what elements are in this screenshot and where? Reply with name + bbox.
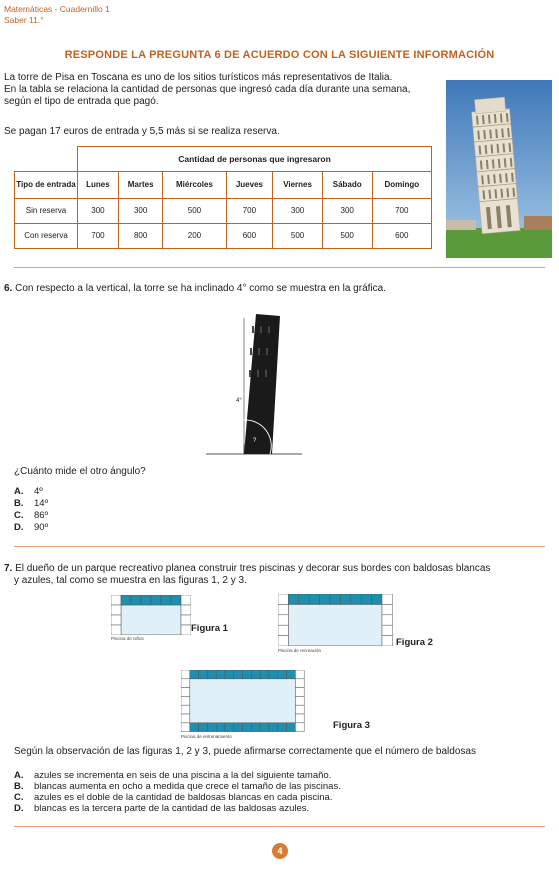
white-tile — [382, 594, 392, 604]
pool-water — [121, 605, 181, 635]
intro-line-3: según el tipo de entrada que pagó. — [4, 96, 159, 107]
figure-3-label: Figura 3 — [333, 720, 370, 731]
pisa-tower-photo — [446, 80, 552, 258]
table-cell: 800 — [118, 223, 163, 248]
white-tile — [181, 605, 191, 615]
divider — [14, 546, 545, 547]
angle-label: 4° — [236, 398, 242, 404]
white-tile — [181, 705, 190, 714]
figure-2-label: Figura 2 — [396, 637, 433, 648]
option-a[interactable] — [14, 771, 331, 781]
blue-tile — [225, 670, 234, 679]
intro-price: Se pagan 17 euros de entrada y 5,5 más si se realiza reserva. — [4, 126, 280, 137]
white-tile — [181, 625, 191, 635]
question-6 — [4, 283, 386, 295]
blue-tile — [131, 595, 141, 605]
page-number: 4 — [272, 843, 288, 859]
pool-water — [288, 604, 382, 646]
white-tile — [278, 594, 288, 604]
table-row — [15, 198, 432, 223]
divider — [14, 826, 545, 827]
intro-line-1: La torre de Pisa en Toscana es uno de los sitios turísticos más representativos de Italia. — [4, 72, 393, 83]
option-text: azules es el doble de la cantidad de baldosas blancas en cada piscina. — [34, 792, 333, 803]
blue-tile — [287, 670, 296, 679]
option-b[interactable] — [14, 499, 48, 509]
white-tile — [111, 625, 121, 635]
table-cell: 600 — [226, 223, 273, 248]
table-header-day: Martes — [118, 171, 163, 198]
blue-tile — [234, 670, 243, 679]
white-tile — [295, 723, 304, 732]
option-a[interactable] — [14, 487, 43, 497]
intro-line-2: En la tabla se relaciona la cantidad de personas que ingresó cada día durante una semana, — [4, 84, 411, 95]
question-7-text-2: y azules, tal como se muestra en las figuras 1, 2 y 3. — [14, 575, 247, 586]
option-letter: C. — [14, 792, 24, 803]
option-letter: D. — [14, 803, 24, 814]
table-row-label: Con reserva — [15, 223, 78, 248]
table-cell: 300 — [78, 198, 119, 223]
pool-figure-1 — [111, 595, 191, 635]
option-letter: A. — [14, 486, 24, 497]
blue-tile — [260, 670, 269, 679]
blue-tile — [243, 670, 252, 679]
option-letter: C. — [14, 510, 24, 521]
white-tile — [278, 636, 288, 646]
white-tile — [278, 615, 288, 625]
blue-tile — [207, 723, 216, 732]
option-text: blancas aumenta en ocho a medida que crece el tamaño de las piscinas. — [34, 781, 341, 792]
option-letter: B. — [14, 781, 24, 792]
visitors-table — [14, 146, 432, 249]
table-header-day: Jueves — [226, 171, 273, 198]
table-header-day: Sábado — [322, 171, 372, 198]
blue-tile — [190, 723, 199, 732]
blue-tile — [225, 723, 234, 732]
blue-tile — [251, 723, 260, 732]
blue-tile — [141, 595, 151, 605]
blue-tile — [288, 594, 298, 604]
blue-tile — [278, 670, 287, 679]
blue-tile — [151, 595, 161, 605]
white-tile — [181, 670, 190, 679]
table-row-label: Sin reserva — [15, 198, 78, 223]
header-grade: Saber 11.° — [4, 15, 44, 25]
figure-3-caption: Piscina de entrenamiento — [181, 734, 232, 739]
white-tile — [382, 604, 392, 614]
table-cell: 600 — [372, 223, 431, 248]
table-cell: 500 — [273, 223, 323, 248]
blue-tile — [199, 723, 208, 732]
white-tile — [181, 714, 190, 723]
option-text: 86º — [34, 510, 49, 521]
unknown-angle-label: ? — [253, 438, 257, 444]
white-tile — [181, 688, 190, 697]
blue-tile — [299, 594, 309, 604]
blue-tile — [207, 670, 216, 679]
table-caption: Cantidad de personas que ingresaron — [78, 147, 432, 172]
option-letter: B. — [14, 498, 24, 509]
blue-tile — [216, 723, 225, 732]
blue-tile — [340, 594, 350, 604]
table-header-day: Miércoles — [163, 171, 226, 198]
blue-tile — [121, 595, 131, 605]
table-cell: 700 — [78, 223, 119, 248]
option-letter: A. — [14, 770, 24, 781]
table-corner: Tipo de entrada — [15, 171, 78, 198]
table-header-day: Lunes — [78, 171, 119, 198]
white-tile — [295, 714, 304, 723]
white-tile — [382, 615, 392, 625]
pool-water — [190, 679, 296, 723]
option-text: 90º — [34, 522, 49, 533]
blue-tile — [243, 723, 252, 732]
option-c[interactable] — [14, 511, 48, 521]
option-b[interactable] — [14, 782, 341, 792]
pool-figure-3 — [181, 670, 329, 732]
table-cell: 500 — [163, 198, 226, 223]
white-tile — [111, 595, 121, 605]
blue-tile — [361, 594, 371, 604]
option-d[interactable] — [14, 804, 309, 814]
table-cell: 200 — [163, 223, 226, 248]
table-cell: 300 — [322, 198, 372, 223]
white-tile — [111, 615, 121, 625]
table-cell: 700 — [226, 198, 273, 223]
blue-tile — [199, 670, 208, 679]
pool-figure-2 — [278, 594, 396, 646]
option-text: blancas es la tercera parte de la cantidad de las baldosas azules. — [34, 803, 310, 814]
table-cell: 700 — [372, 198, 431, 223]
white-tile — [295, 688, 304, 697]
question-text: El dueño de un parque recreativo planea construir tres piscinas y decorar sus bordes con baldosas blancas — [15, 563, 491, 574]
white-tile — [295, 679, 304, 688]
blue-tile — [320, 594, 330, 604]
figure-2-caption: Piscina de recreación — [278, 648, 322, 653]
blue-tile — [351, 594, 361, 604]
question-7 — [4, 563, 490, 575]
blue-tile — [190, 670, 199, 679]
white-tile — [181, 696, 190, 705]
tilted-tower-diagram — [198, 308, 308, 458]
option-letter: D. — [14, 522, 24, 533]
white-tile — [181, 595, 191, 605]
blue-tile — [269, 670, 278, 679]
white-tile — [181, 615, 191, 625]
white-tile — [181, 679, 190, 688]
blue-tile — [309, 594, 319, 604]
white-tile — [278, 625, 288, 635]
blue-tile — [216, 670, 225, 679]
blue-tile — [278, 723, 287, 732]
white-tile — [382, 636, 392, 646]
blue-tile — [330, 594, 340, 604]
table-header-day: Domingo — [372, 171, 431, 198]
question-text: Con respecto a la vertical, la torre se ha inclinado 4° como se muestra en la gráfica. — [15, 283, 386, 294]
blue-tile — [260, 723, 269, 732]
white-tile — [111, 605, 121, 615]
blue-tile — [171, 595, 181, 605]
question-6-prompt: ¿Cuánto mide el otro ángulo? — [14, 466, 146, 477]
white-tile — [295, 696, 304, 705]
table-cell: 300 — [273, 198, 323, 223]
table-header-day: Viernes — [273, 171, 323, 198]
option-text: 4º — [34, 486, 43, 497]
option-c[interactable] — [14, 793, 332, 803]
blue-tile — [251, 670, 260, 679]
table-cell: 500 — [322, 223, 372, 248]
table-cell: 300 — [118, 198, 163, 223]
option-d[interactable] — [14, 523, 48, 533]
option-text: 14º — [34, 498, 49, 509]
question-number: 6. — [4, 283, 13, 294]
question-7-stem: Según la observación de las figuras 1, 2 y 3, puede afirmarse correctamente que el número de baldosas — [14, 746, 476, 757]
header-subject: Matemáticas - Cuadernillo 1 — [4, 4, 110, 14]
divider — [14, 267, 545, 268]
blue-tile — [287, 723, 296, 732]
figure-1-label: Figura 1 — [191, 623, 228, 634]
blue-tile — [161, 595, 171, 605]
option-text: azules se incrementa en seis de una piscina a la del siguiente tamaño. — [34, 770, 332, 781]
table-row — [15, 223, 432, 248]
white-tile — [181, 723, 190, 732]
white-tile — [295, 670, 304, 679]
blue-tile — [234, 723, 243, 732]
figure-1-caption: Piscina de niños — [111, 636, 144, 641]
question-number: 7. — [4, 563, 13, 574]
white-tile — [278, 604, 288, 614]
blue-tile — [372, 594, 382, 604]
white-tile — [295, 705, 304, 714]
white-tile — [382, 625, 392, 635]
section-title: RESPONDE LA PREGUNTA 6 DE ACUERDO CON LA SIGUIENTE INFORMACIÓN — [64, 49, 495, 61]
blue-tile — [269, 723, 278, 732]
